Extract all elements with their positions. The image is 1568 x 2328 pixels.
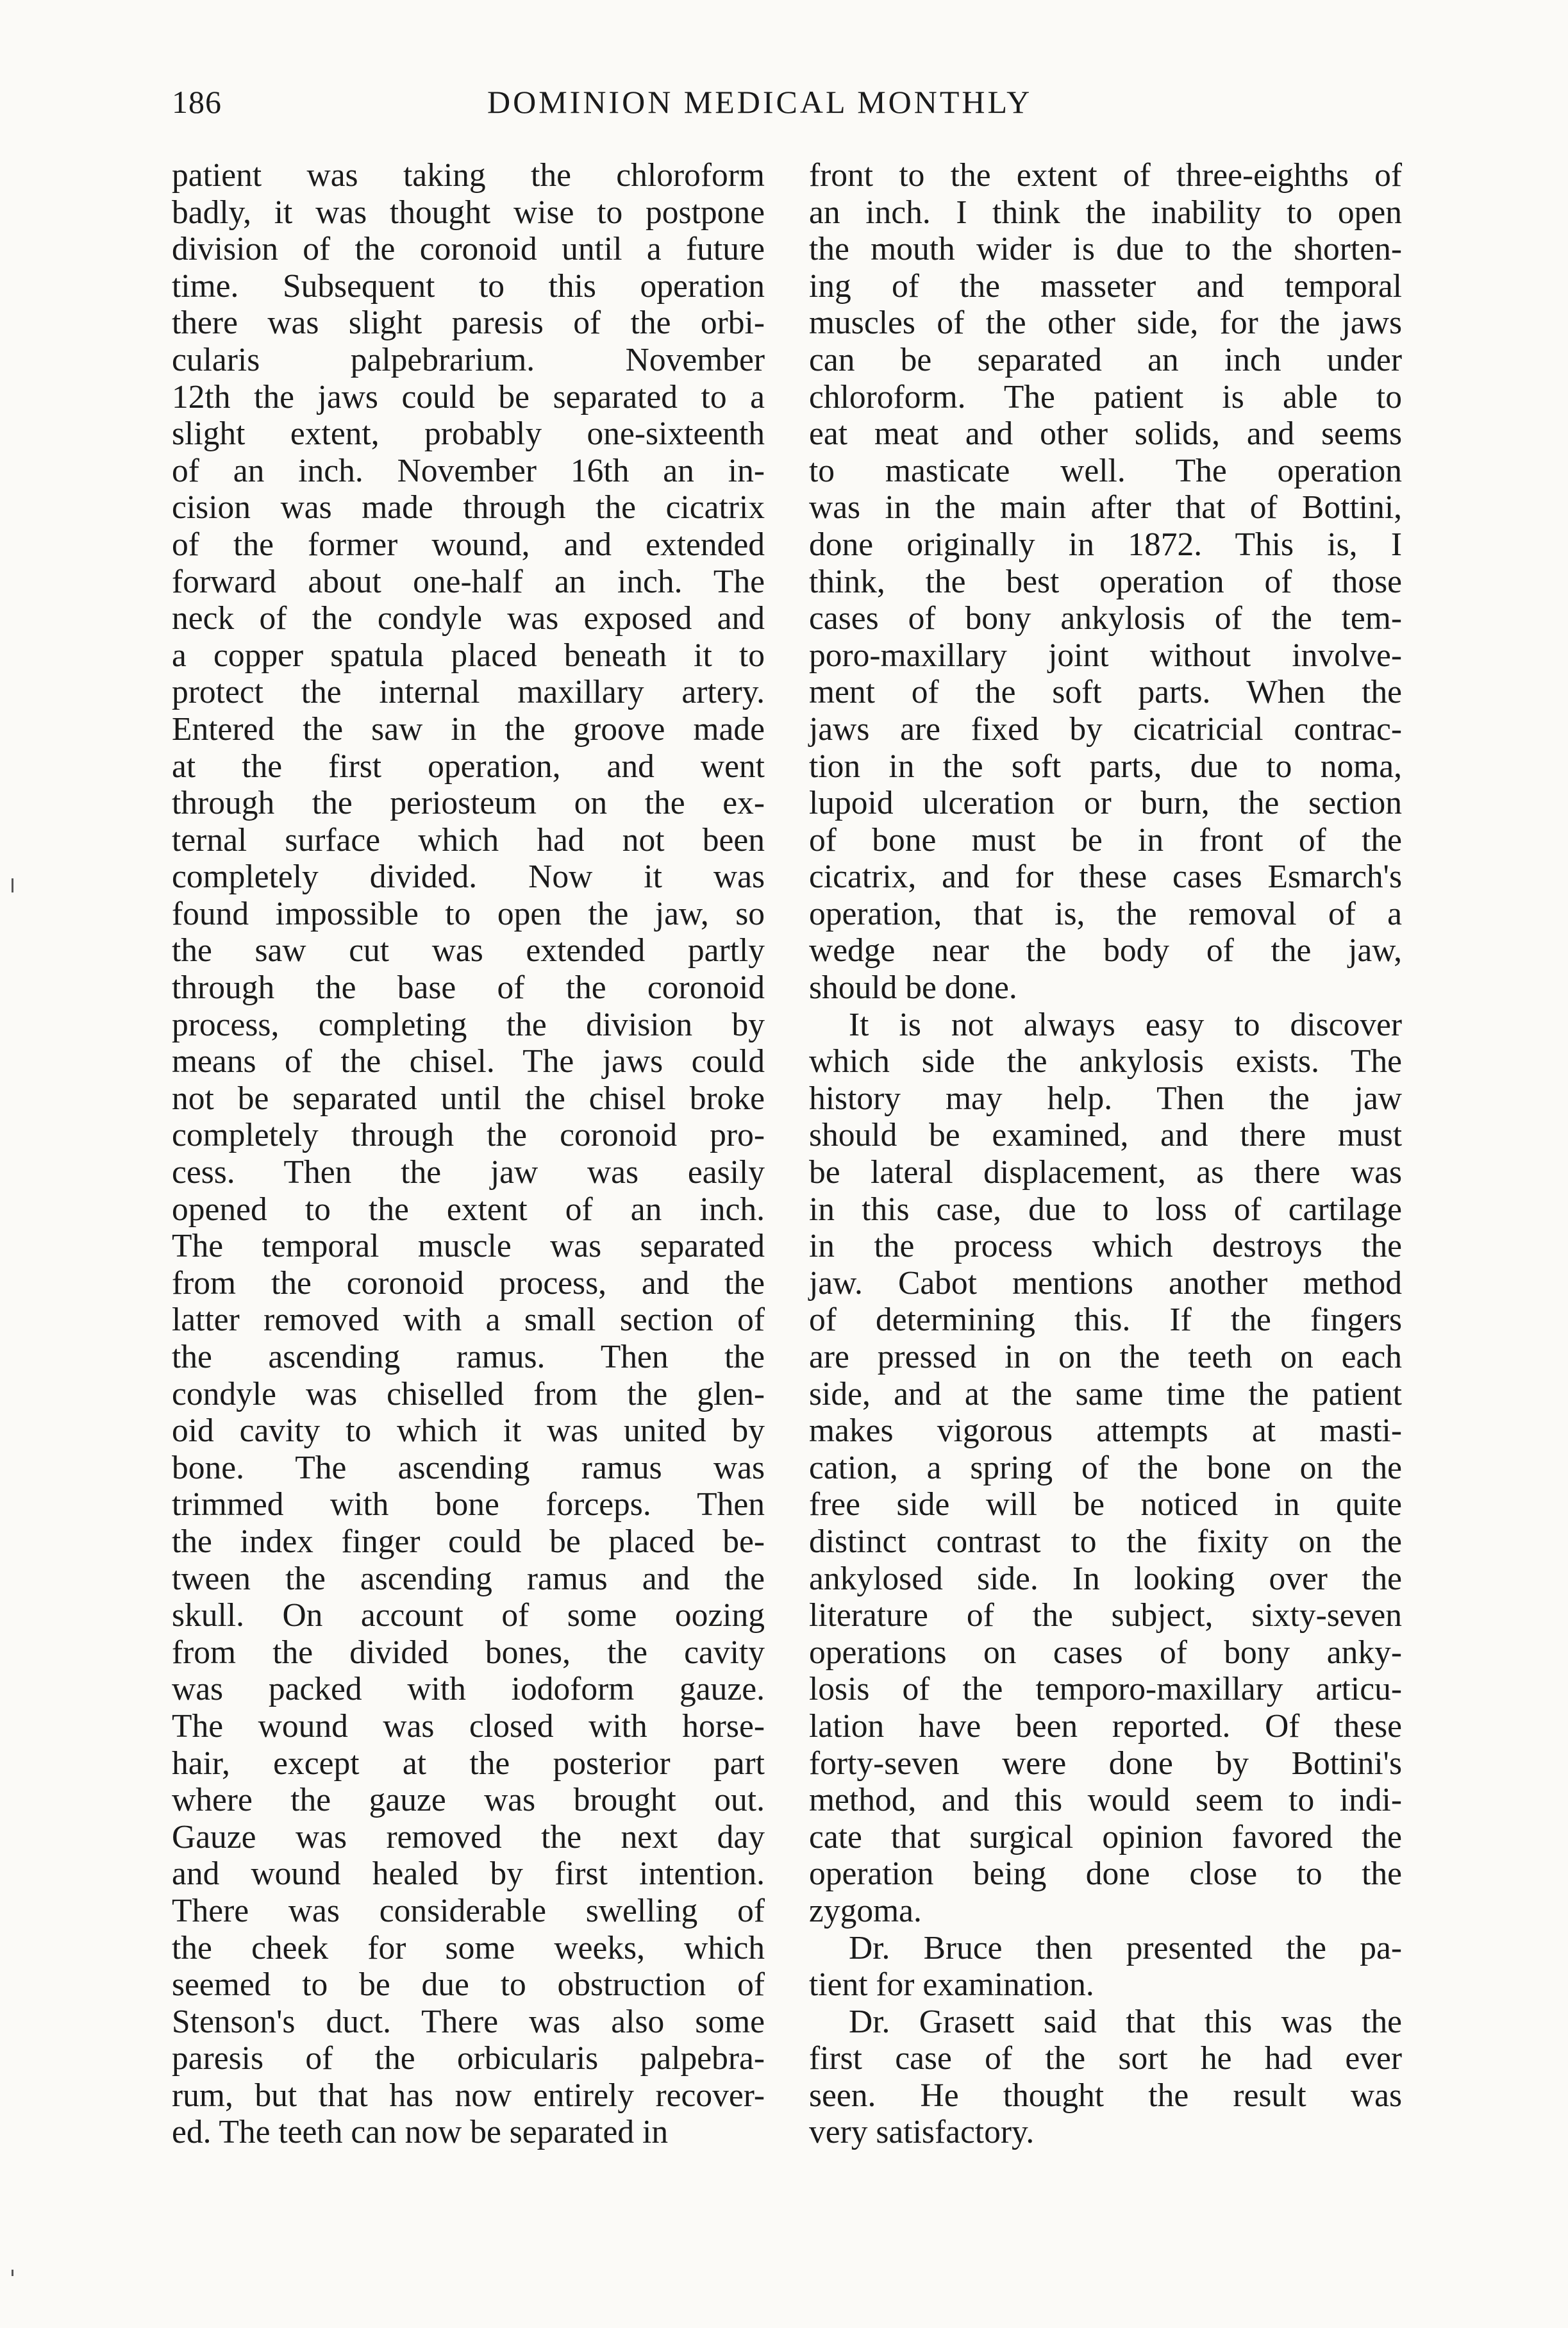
text-line: found impossible to open the jaw, so <box>172 895 765 932</box>
text-line: of an inch. November 16th an in- <box>172 452 765 489</box>
running-head: DOMINION MEDICAL MONTHLY <box>487 84 1033 120</box>
text-line: operations on cases of bony anky- <box>809 1634 1402 1671</box>
text-line: protect the internal maxillary artery. <box>172 674 765 711</box>
text-line: think, the best operation of those <box>809 563 1402 600</box>
text-line: Dr. Grasett said that this was the <box>849 2003 1402 2040</box>
text-line: to masticate well. The operation <box>809 452 1402 489</box>
text-line: tient for examination. <box>809 1966 1094 2004</box>
text-line: lation have been reported. Of these <box>809 1707 1402 1745</box>
text-line: lupoid ulceration or burn, the section <box>809 785 1402 822</box>
text-line: latter removed with a small section of <box>172 1302 765 1339</box>
text-line: cess. Then the jaw was easily <box>172 1154 765 1191</box>
page-number: 186 <box>172 84 222 120</box>
text-line: was packed with iodoform gauze. <box>172 1671 765 1708</box>
text-line: free side will be noticed in quite <box>809 1486 1402 1523</box>
text-line: are pressed in on the teeth on each <box>809 1339 1402 1375</box>
text-line: there was slight paresis of the orbi- <box>172 305 765 342</box>
text-line: where the gauze was brought out. <box>172 1782 765 1819</box>
text-line: cision was made through the cicatrix <box>172 489 765 526</box>
scan-edge-mark <box>12 878 13 892</box>
text-line: operation, that is, the removal of a <box>809 895 1402 932</box>
text-line: at the first operation, and went <box>172 748 765 785</box>
text-line: an inch. I think the inability to open <box>809 194 1402 231</box>
text-line: cularis palpebrarium. November <box>172 341 765 378</box>
text-line: and wound healed by first intention. <box>172 1855 765 1893</box>
text-line: It is not always easy to discover <box>849 1006 1402 1043</box>
text-line: Entered the saw in the groove made <box>172 710 765 748</box>
text-line: jaw. Cabot mentions another method <box>809 1264 1402 1302</box>
text-line: condyle was chiselled from the glen- <box>172 1375 765 1412</box>
text-line: wedge near the body of the jaw, <box>809 932 1402 969</box>
text-line: through the periosteum on the ex- <box>172 785 765 822</box>
text-line: badly, it was thought wise to postpone <box>172 194 765 231</box>
text-line: done originally in 1872. This is, I <box>809 526 1402 563</box>
text-line: tion in the soft parts, due to noma, <box>809 748 1402 785</box>
text-line: the mouth wider is due to the shorten- <box>809 231 1402 268</box>
text-line: history may help. Then the jaw <box>809 1080 1402 1117</box>
text-line: in this case, due to loss of cartilage <box>809 1191 1402 1228</box>
text-line: makes vigorous attempts at masti- <box>809 1412 1402 1450</box>
text-line: from the divided bones, the cavity <box>172 1634 765 1671</box>
text-line: can be separated an inch under <box>809 341 1402 378</box>
text-line: forty-seven were done by Bottini's <box>809 1745 1402 1782</box>
text-line: Stenson's duct. There was also some <box>172 2003 765 2040</box>
text-line: operation being done close to the <box>809 1855 1402 1893</box>
left-column <box>172 157 765 2151</box>
text-line: division of the coronoid until a future <box>172 231 765 268</box>
text-line: Dr. Bruce then presented the pa- <box>849 1929 1402 1966</box>
text-line: from the coronoid process, and the <box>172 1264 765 1302</box>
text-line: very satisfactory. <box>809 2114 1035 2151</box>
text-line: front to the extent of three-eighths of <box>809 157 1402 194</box>
text-line: be lateral displacement, as there was <box>809 1154 1402 1191</box>
text-line: means of the chisel. The jaws could <box>172 1043 765 1080</box>
text-line: method, and this would seem to indi- <box>809 1782 1402 1819</box>
text-line: completely divided. Now it was <box>172 858 765 896</box>
text-line: the index finger could be placed be- <box>172 1523 765 1560</box>
text-line: losis of the temporo-maxillary articu- <box>809 1671 1402 1708</box>
text-line: neck of the condyle was exposed and <box>172 600 765 637</box>
text-line: the cheek for some weeks, which <box>172 1929 765 1966</box>
text-line: muscles of the other side, for the jaws <box>809 305 1402 342</box>
text-line: hair, except at the posterior part <box>172 1745 765 1782</box>
text-line: seemed to be due to obstruction of <box>172 1966 765 2004</box>
text-line: ment of the soft parts. When the <box>809 674 1402 711</box>
text-line: time. Subsequent to this operation <box>172 267 765 305</box>
text-line: trimmed with bone forceps. Then <box>172 1486 765 1523</box>
text-line: seen. He thought the result was <box>809 2077 1402 2114</box>
text-line: ed. The teeth can now be separated in <box>172 2114 669 2151</box>
text-line: of determining this. If the fingers <box>809 1302 1402 1339</box>
text-line: paresis of the orbicularis palpebra- <box>172 2040 765 2077</box>
text-line: rum, but that has now entirely recover- <box>172 2077 765 2114</box>
text-line: opened to the extent of an inch. <box>172 1191 765 1228</box>
text-line: oid cavity to which it was united by <box>172 1412 765 1450</box>
text-line: patient was taking the chloroform <box>172 157 765 194</box>
text-line: ing of the masseter and temporal <box>809 267 1402 305</box>
text-line: of the former wound, and extended <box>172 526 765 563</box>
text-line: was in the main after that of Bottini, <box>809 489 1402 526</box>
text-line: forward about one-half an inch. The <box>172 563 765 600</box>
text-line: should be examined, and there must <box>809 1117 1402 1154</box>
text-line: the ascending ramus. Then the <box>172 1339 765 1375</box>
text-line: should be done. <box>809 969 1017 1007</box>
text-line: The wound was closed with horse- <box>172 1707 765 1745</box>
text-line: bone. The ascending ramus was <box>172 1449 765 1486</box>
text-line: chloroform. The patient is able to <box>809 378 1402 415</box>
text-line: cation, a spring of the bone on the <box>809 1449 1402 1486</box>
text-line: eat meat and other solids, and seems <box>809 415 1402 453</box>
text-line: not be separated until the chisel broke <box>172 1080 765 1117</box>
text-line: ternal surface which had not been <box>172 821 765 858</box>
text-line: first case of the sort he had ever <box>809 2040 1402 2077</box>
text-line: cases of bony ankylosis of the tem- <box>809 600 1402 637</box>
text-line: cate that surgical opinion favored the <box>809 1818 1402 1855</box>
text-line: literature of the subject, sixty-seven <box>809 1597 1402 1634</box>
text-line: The temporal muscle was separated <box>172 1228 765 1265</box>
text-line: tween the ascending ramus and the <box>172 1560 765 1597</box>
text-line: poro-maxillary joint without involve- <box>809 637 1402 674</box>
text-line: through the base of the coronoid <box>172 969 765 1007</box>
text-line: 12th the jaws could be separated to a <box>172 378 765 415</box>
text-line: completely through the coronoid pro- <box>172 1117 765 1154</box>
text-line: a copper spatula placed beneath it to <box>172 637 765 674</box>
text-line: There was considerable swelling of <box>172 1892 765 1929</box>
text-line: slight extent, probably one-sixteenth <box>172 415 765 453</box>
scan-edge-mark <box>12 2270 13 2276</box>
text-line: Gauze was removed the next day <box>172 1818 765 1855</box>
text-line: ankylosed side. In looking over the <box>809 1560 1402 1597</box>
right-column <box>809 157 1402 2151</box>
text-line: in the process which destroys the <box>809 1228 1402 1265</box>
text-line: the saw cut was extended partly <box>172 932 765 969</box>
text-line: cicatrix, and for these cases Esmarch's <box>809 858 1402 896</box>
text-line: process, completing the division by <box>172 1006 765 1043</box>
text-line: skull. On account of some oozing <box>172 1597 765 1634</box>
text-line: jaws are fixed by cicatricial contrac- <box>809 710 1402 748</box>
text-line: which side the ankylosis exists. The <box>809 1043 1402 1080</box>
text-line: distinct contrast to the fixity on the <box>809 1523 1402 1560</box>
text-line: zygoma. <box>809 1892 922 1929</box>
text-line: of bone must be in front of the <box>809 821 1402 858</box>
text-line: side, and at the same time the patient <box>809 1375 1402 1412</box>
